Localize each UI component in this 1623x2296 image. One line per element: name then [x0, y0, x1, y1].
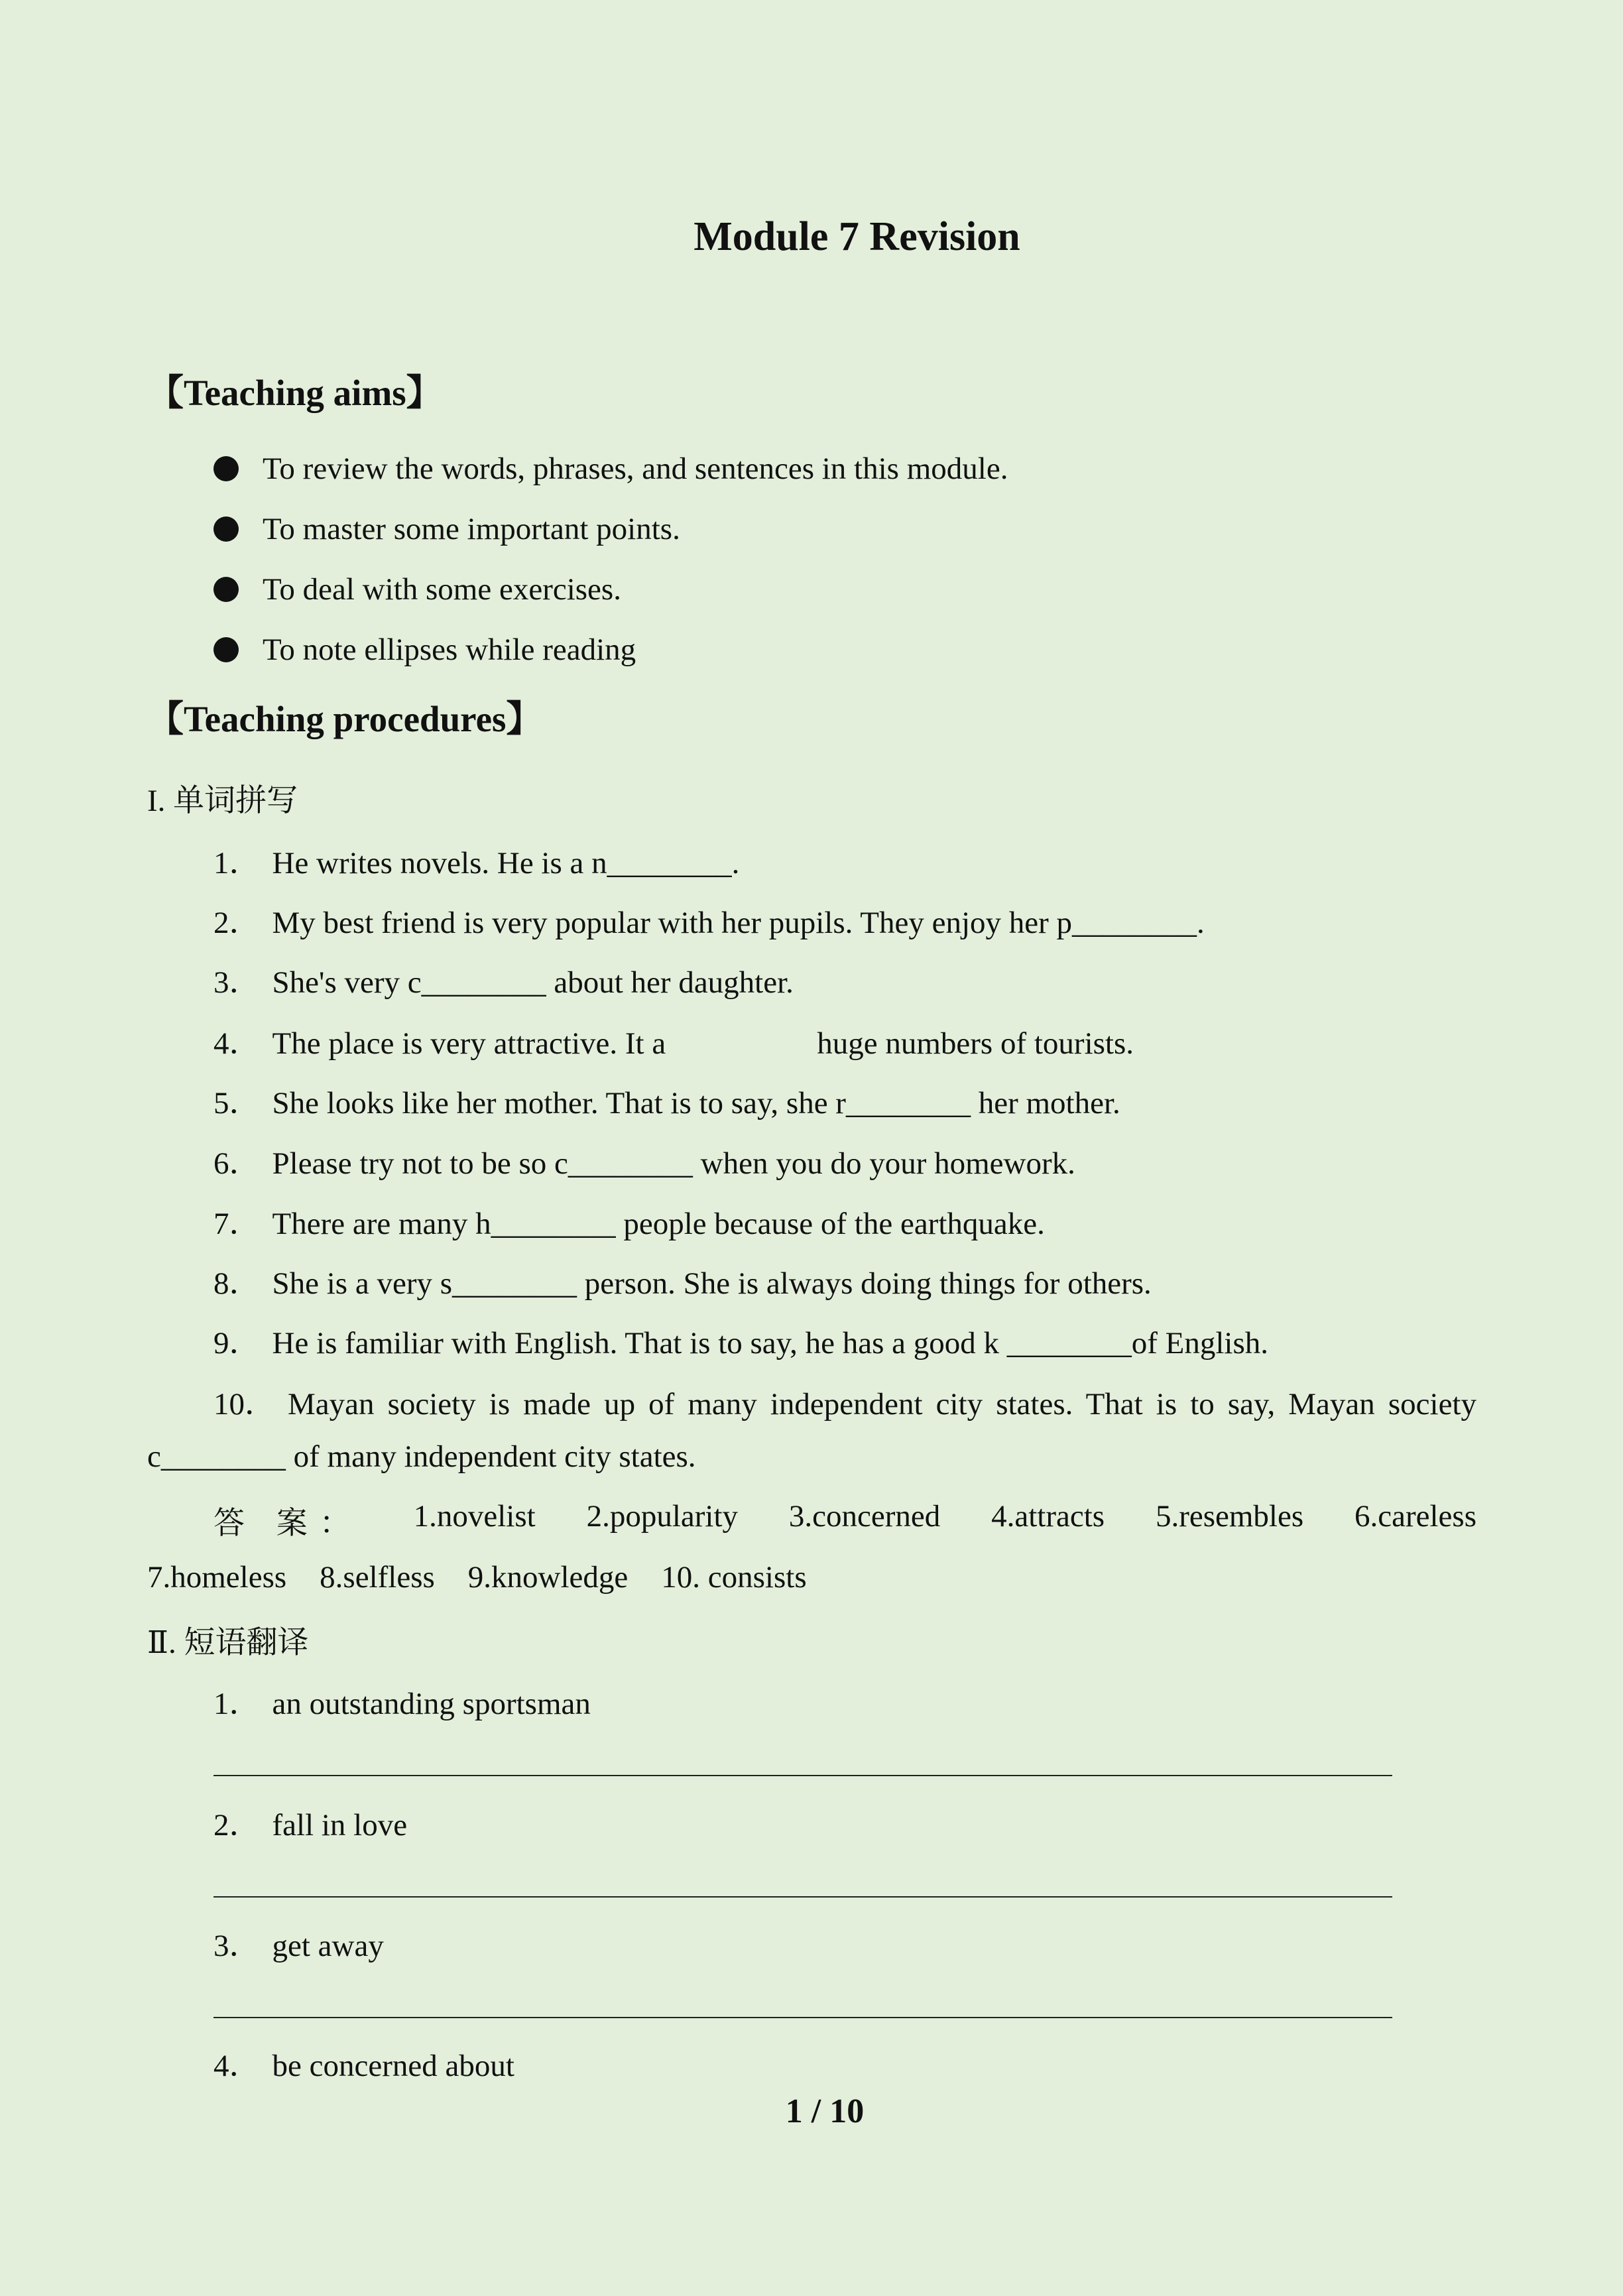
bullet-icon	[213, 577, 239, 602]
phrase-item: 3． get away	[213, 1929, 384, 1963]
exercise-item: 8． She is a very s________ person. She is always doing things for others.	[213, 1266, 1152, 1301]
teaching-procedures-heading: 【Teaching procedures】	[147, 699, 543, 739]
aim-item: To note ellipses while reading	[213, 632, 636, 668]
page-title: Module 7 Revision	[693, 214, 1020, 259]
exercise-item: 3． She's very c________ about her daughter.	[213, 965, 794, 1000]
answers-label: 答 案：	[213, 1506, 363, 1541]
exercise-item: 7． There are many h________ people because of the earthquake.	[213, 1207, 1045, 1241]
bullet-icon	[213, 516, 239, 542]
page-number: 1 / 10	[785, 2092, 865, 2130]
exercise-item: 5． She looks like her mother. That is to say, she r________ her mother.	[213, 1086, 1120, 1120]
exercise-item: 9． He is familiar with English. That is to say, he has a good k ________of English.	[213, 1326, 1269, 1360]
aim-item: To master some important points.	[213, 511, 680, 547]
aim-item: To deal with some exercises.	[213, 572, 621, 607]
part2-heading: Ⅱ. 短语翻译	[147, 1626, 309, 1660]
phrase-item: 4． be concerned about	[213, 2049, 514, 2083]
exercise-item: 10． Mayan society is made up of many independent city states. That is to say, Mayan society	[213, 1387, 1476, 1421]
aim-item: To review the words, phrases, and sentences in this module.	[213, 451, 1008, 487]
answer-line[interactable]	[213, 1775, 1392, 1776]
exercise-item-continued: c________ of many independent city states.	[147, 1439, 696, 1474]
exercise-item: 6． Please try not to be so c________ when you do your homework.	[213, 1146, 1075, 1181]
phrase-item: 2． fall in love	[213, 1808, 408, 1843]
answers-line-1: 答 案： 1.novelist 2.popularity 3.concerned 4.attracts 5.resembles 6.careless	[213, 1498, 1476, 1543]
bullet-icon	[213, 456, 239, 481]
answers-line-2: 7.homeless 8.selfless 9.knowledge 10. consists	[147, 1560, 807, 1595]
bullet-icon	[213, 637, 239, 662]
part1-heading: I. 单词拼写	[147, 784, 298, 818]
phrase-item: 1． an outstanding sportsman	[213, 1687, 591, 1721]
teaching-aims-heading: 【Teaching aims】	[147, 373, 443, 413]
exercise-item: 1． He writes novels. He is a n________.	[213, 846, 740, 880]
answer-line[interactable]	[213, 1896, 1392, 1898]
answer-line[interactable]	[213, 2017, 1392, 2018]
exercise-item: 4． The place is very attractive. It a huge numbers of tourists.	[213, 1026, 1134, 1061]
exercise-item: 2． My best friend is very popular with her pupils. They enjoy her p________.	[213, 906, 1205, 940]
